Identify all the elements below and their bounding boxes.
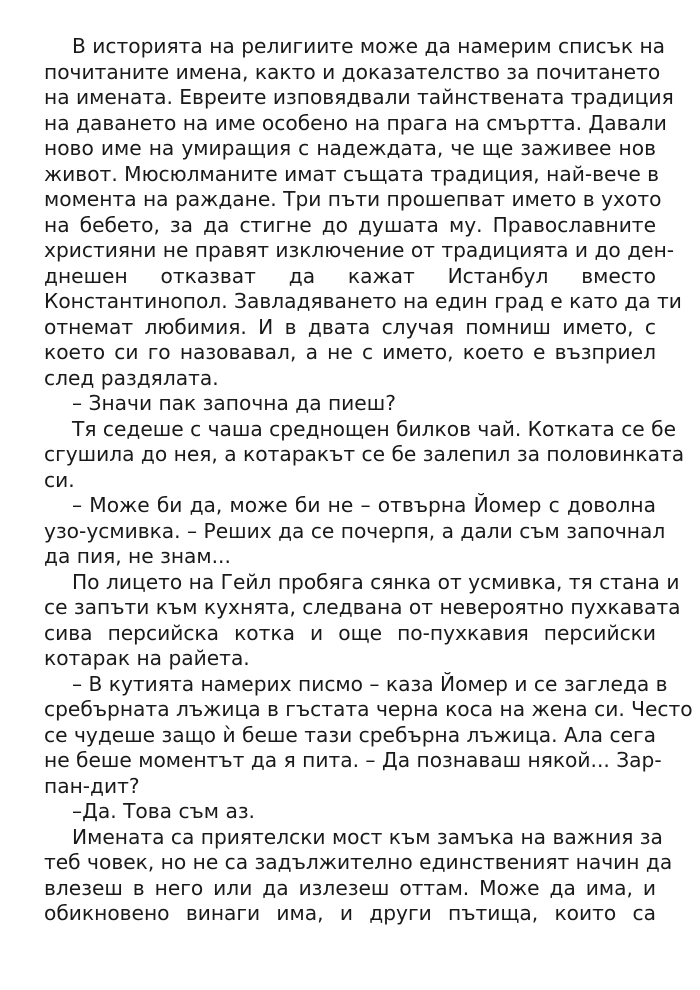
text-line: което си го назовавал, а не с името, което е възприел [44, 340, 656, 364]
text-line: Тя седеше с чаша среднощен билков чай. Котката се бе [72, 416, 677, 441]
text-line: след раздялата. [44, 365, 219, 390]
text-line: се чудеше защо ѝ беше тази сребърна лъжица. Ала сега [44, 722, 656, 747]
text-line: ново име на умиращия с надеждата, че ще заживее нов [44, 136, 656, 160]
text-line: – Може би да, може би не – отвърна Йомер с доволна [72, 493, 656, 517]
text-line: сива персийска котка и още по-пухкавия персийски [44, 620, 656, 645]
paragraph [44, 569, 681, 672]
text-line: сгушила до нея, а котаракът се бе залепил за половинката [44, 442, 685, 466]
text-line: узо-усмивка. – Реших да се почерпя, а дали съм започнал [44, 518, 666, 543]
text-line: котарак на райета. [44, 646, 250, 670]
text-line: отнемат любимия. И в двата случая помниш името, с [44, 314, 656, 339]
text-line: Константинопол. Завладяването на един град е като да ти [44, 289, 682, 313]
text-line: днешен отказват да кажат Истанбул вместо [44, 263, 656, 288]
paragraph [44, 493, 666, 570]
text-line: Имената са приятелски мост към замъка на важния за [72, 824, 663, 849]
paragraph [44, 34, 682, 391]
paragraph [44, 799, 656, 825]
text-line: –Да. Това съм аз. [72, 799, 255, 823]
text-line: на даването на име особено на прага на смъртта. Давали [44, 110, 667, 135]
paragraph [44, 391, 656, 417]
text-line: почитаните имена, както и доказателство за почитането [44, 59, 661, 84]
text-line: обикновено винаги има, и други пътища, които са [44, 901, 656, 925]
text-line: на имената. Евреите изповядвали тайнствената традиция [44, 85, 674, 109]
text-line: живот. Мюсюлманите имат същата традиция, най-вече в [44, 161, 660, 186]
text-line: сребърната лъжица в гъстата черна коса на жена си. Често [44, 697, 693, 721]
text-line: се запъти към кухнята, следвана от невероятно пухкавата [44, 595, 681, 619]
paragraph [44, 416, 685, 494]
text-line: В историята на религиите може да намерим списък на [72, 34, 666, 58]
text-body [44, 34, 693, 927]
text-line: на бебето, за да стигне до душата му. Православните [44, 212, 656, 237]
text-line: си. [44, 467, 75, 492]
text-line: – Значи пак започна да пиеш? [72, 391, 396, 415]
text-line: По лицето на Гейл пробяга сянка от усмивка, тя стана и [72, 569, 680, 594]
text-line: християни не правят изключение от традицията и до ден- [44, 238, 675, 262]
paragraph [44, 671, 693, 800]
text-line: теб човек, но не са задължително единственият начин да [44, 850, 673, 874]
text-line: да пия, не знам... [44, 544, 231, 568]
text-line: момента на раждане. Три пъти прошепват името в ухото [44, 187, 662, 211]
text-line: влезеш в него или да излезеш оттам. Може да има, и [44, 875, 656, 900]
paragraph [44, 824, 673, 927]
text-line: пан-дит? [44, 773, 140, 798]
text-line: не беше моментът да я пита. – Да познаваш някой... Зар- [44, 748, 662, 772]
text-line: – В кутията намерих писмо – каза Йомер и се загледа в [72, 671, 668, 696]
